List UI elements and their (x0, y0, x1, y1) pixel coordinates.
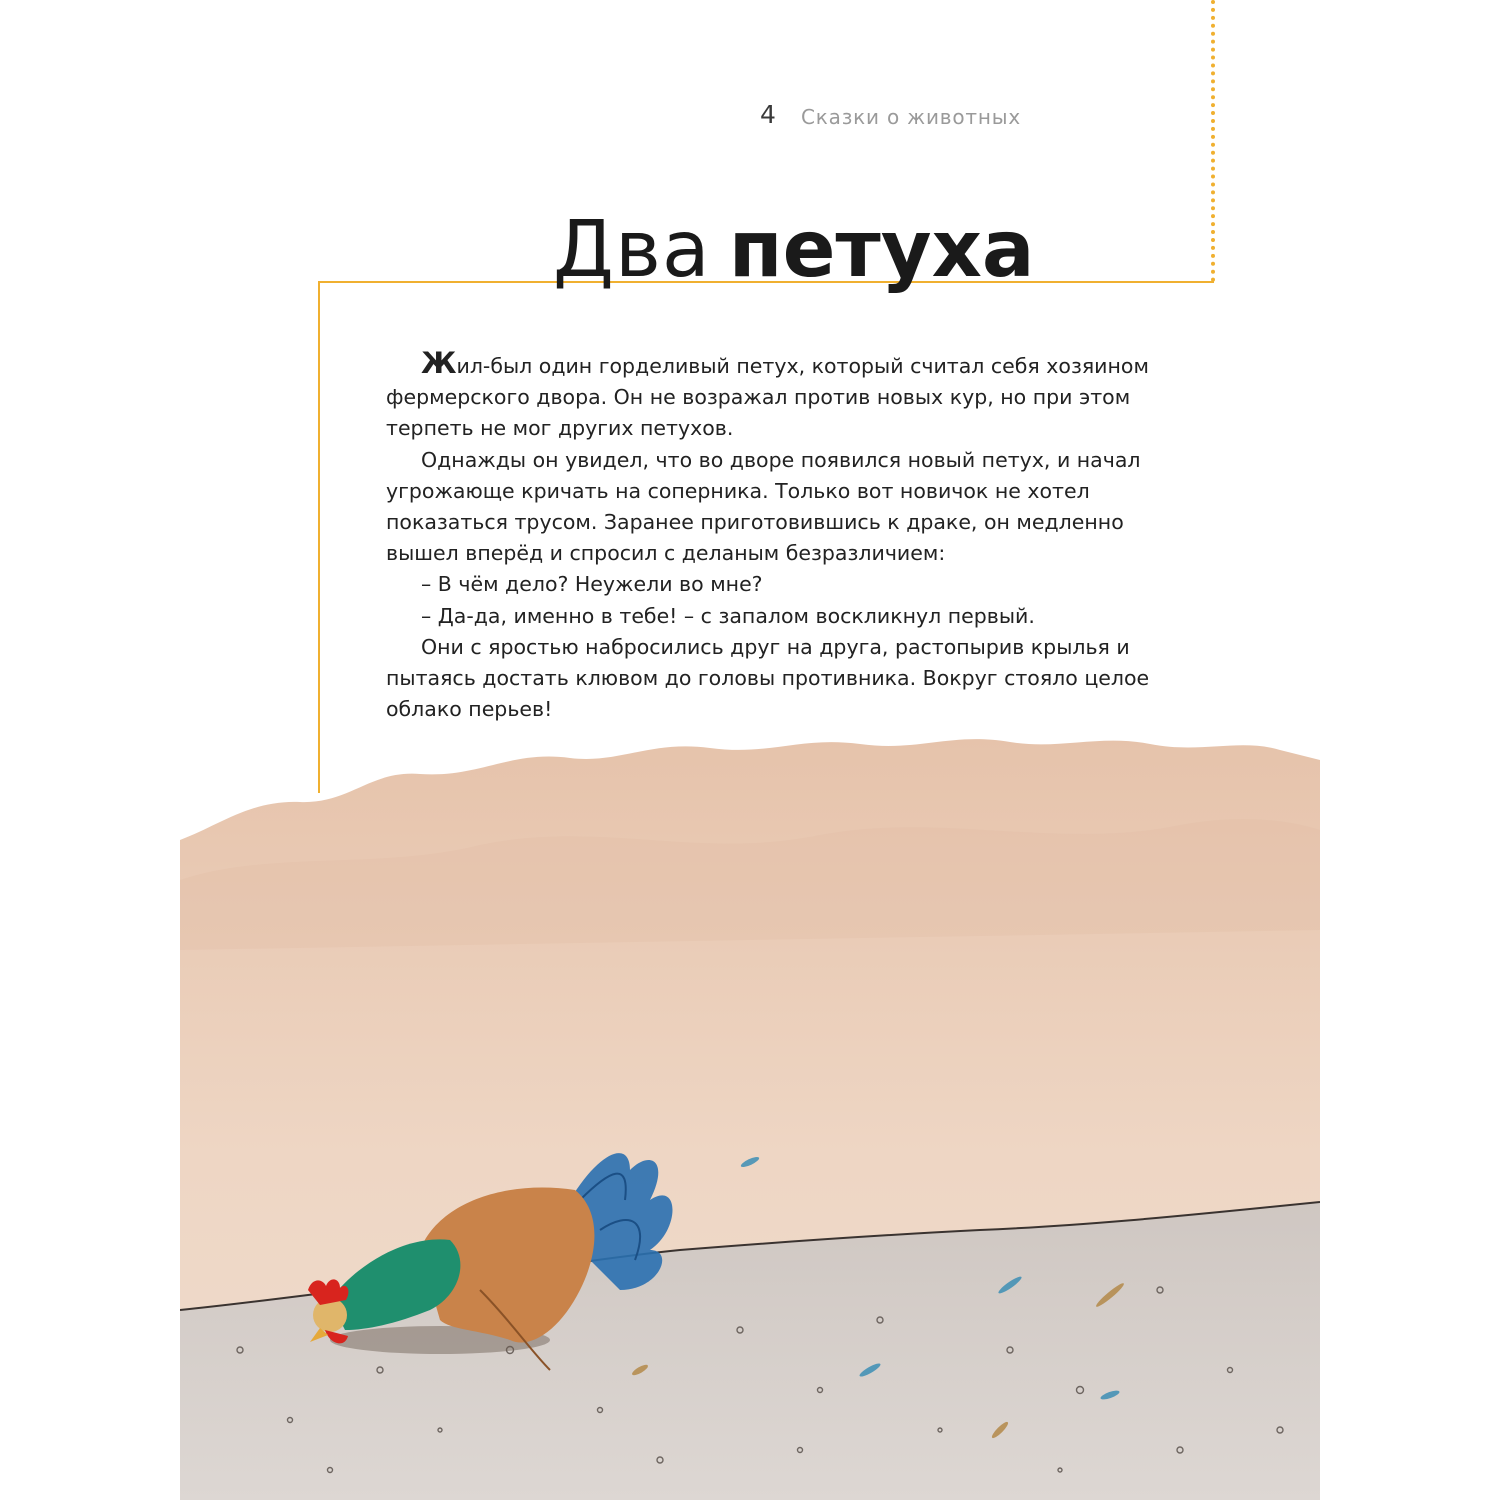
story-paragraph: Однажды он увидел, что во дворе появился новый петух, и начал угрожающе кричать на соперника. Только вот новичок не хотел показаться трусом. Заранее приготовившись к драке, он медленно вышел вперёд и спросил с деланым безразличием: (386, 447, 1141, 566)
story-paragraph: Они с яростью набросились друг на друга, растопырив крылья и пытаясь достать клювом до головы противника. Вокруг стояло целое облако перьев! (386, 634, 1150, 722)
drop-cap: Ж (421, 346, 457, 380)
decorative-dotted-line (1211, 0, 1215, 282)
rooster-head (313, 1298, 347, 1332)
story-paragraph: – Да-да, именно в тебе! – с запалом воскликнул первый. (421, 603, 1035, 628)
story-paragraph: – В чём дело? Неужели во мне? (421, 572, 763, 597)
page-number: 4 (760, 100, 776, 129)
decorative-frame-left (318, 281, 320, 793)
rooster-illustration (180, 730, 1320, 1500)
story-text (386, 348, 1166, 725)
running-header-title: Сказки о животных (801, 105, 1021, 129)
story-paragraph-text: ил-был один горделивый петух, который считал себя хозяином фермерского двора. Он не возражал против новых кур, но при этом терпеть не мог других петухов. (386, 354, 1149, 441)
story-title-bold: петуха (728, 205, 1035, 295)
story-paragraph (386, 348, 1166, 445)
story-title (553, 205, 1035, 295)
story-title-light: Два (553, 205, 711, 295)
